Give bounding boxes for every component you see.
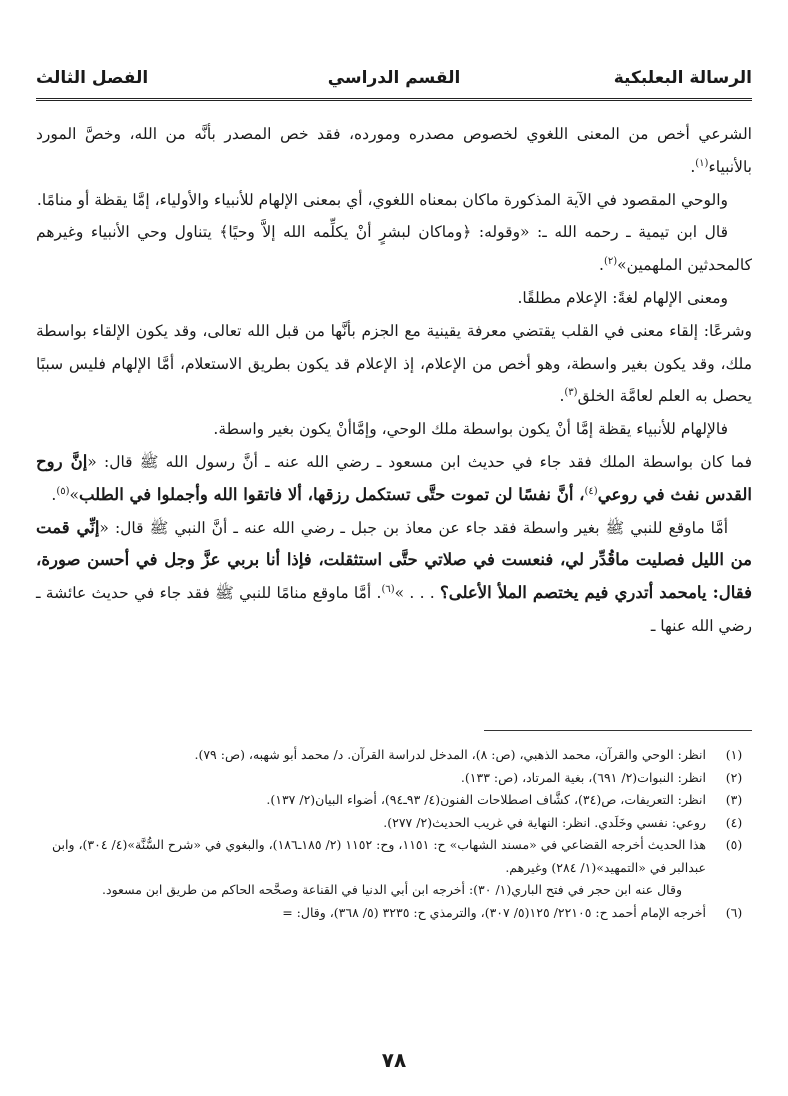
header-section-title: القسم الدراسي <box>327 68 461 88</box>
footnote-4: (٤) روعي: نفسي وخَلَدي. انظر: النهاية في غريب الحديث(٢/ ٢٧٧). <box>383 814 743 830</box>
footnote-3: (٣) انظر: التعريفات، ص(٣٤)، كشَّاف اصطلاحات الفنون(٤/ ٩٣ـ٩٤)، أضواء البيان(٢/ ١٣٧). <box>266 792 743 807</box>
page-number: ٧٨ <box>381 1048 407 1072</box>
paragraph-8: أمَّا ماوقع للنبي ﷺ بغير واسطة فقد جاء عن معاذ بن جبل ـ رضي الله عنه ـ أنَّ النبي ﷺ قال: «إنِّي قمت من الليل فصليت ماقُدِّر لي، فنعست في صلاتي حتَّى استثقلت، فإذا أنا بربي عزَّ وجل في أحسن صورة، فقال: يامحمد أتدري فيم يختصم الملأ الأعلى؟ . . . »$^{(٦)}$. أمَّا ماوقع منامًا للنبي ﷺ فقد جاء في حديث عائشة ـ رضي الله عنها ـ <box>36 517 752 635</box>
footnote-ref-1[interactable]: (١) <box>695 157 709 169</box>
paragraph-2: والوحي المقصود في الآية المذكورة ماكان بمعناه اللغوي، أي بمعنى الإلهام للأنبياء والأولياء، إمَّا يقظة أو منامًا. <box>36 190 728 209</box>
paragraph-5: وشرعًا: إلقاء معنى في القلب يقتضي معرفة يقينية مع الجزم بأنَّها من قبل الله تعالى، وقد يكون الإلقاء بواسطة ملك، وقد يكون بغير واسطة، وهو أخص من الإعلام، إذ الإعلام قد يكون بطريق الاستعلام، أمَّا الإلهام فليس سببًا يحصل به العلم لعامَّة الخلق$^{(٣)}$. <box>36 321 752 406</box>
header-double-rule <box>36 98 752 101</box>
paragraph-7: فما كان بواسطة الملك فقد جاء في حديث ابن مسعود ـ رضي الله عنه ـ أنَّ رسول الله ﷺ قال: «إنَّ روح القدس نفث في روعي$^{(٤)}$، أنَّ نفسًا لن تموت حتَّى تستكمل رزقها، ألا فاتقوا الله وأجملوا في الطلب»$^{(٥)}$. <box>36 451 752 504</box>
footnote-ref-2[interactable]: (٢) <box>603 256 618 268</box>
paragraph-3: قال ابن تيمية ـ رحمه الله ـ: «وقوله: ﴿وماكان لبشرٍ أنْ يكلِّمه الله إلاَّ وحيًا﴾ يتناول وحي الأنبياء وغيرهم كالمحدثين الملهمين»$^{(٢)}$. <box>36 223 752 275</box>
footnote-1: (١) انظر: الوحي والقرآن، محمد الذهبي، (ص: ٨)، المدخل لدراسة القرآن. د/ محمد أبو شهبه، (ص: ٧٩). <box>194 747 743 762</box>
footnote-5: (٥) هذا الحديث أخرجه القضاعي في «مسند الشهاب» ح: ١١٥١، وح: ١١٥٢ (٢/ ١٨٥ـ١٨٦)، والبغوي في «شرح السُّنَّة»(٤/ ٣٠٤)، وابن عبدالبر في «التمهيد»(١/ ٢٨٤) وغيرهم. <box>52 837 743 875</box>
paragraph-1: الشرعي أخص من المعنى اللغوي لخصوص مصدره ومورده، فقد خص المصدر بأنَّه من الله، وخصَّ المورد بالأنبياء$^{(١)}$. <box>36 125 752 176</box>
header-chapter-title: الفصل الثالث <box>36 68 149 88</box>
hadith-text-3: إنِّي قمت من الليل فصليت ماقُدِّر لي، فنعست في صلاتي حتَّى استثقلت، فإذا أنا بربي عزَّ وجل في أحسن صورة، فقال: يامحمد أتدري فيم يختصم الملأ الأعلى؟ <box>36 517 752 603</box>
running-header <box>36 68 752 96</box>
footnotes <box>36 744 752 924</box>
footnote-6: (٦) أخرجه الإمام أحمد ح: ٢٢١٠٥/ ١٢٥(٥/ ٣٠٧)، والترمذي ح: ٣٢٣٥ (٥/ ٣٦٨)، وقال: = <box>282 904 743 920</box>
hadith-text-1: إنَّ روح القدس نفث في روعي <box>36 451 752 504</box>
footnote-ref-6[interactable]: (٦) <box>381 584 395 595</box>
paragraph-6: فالإلهام للأنبياء يقظة إمَّا أنْ يكون بواسطة ملك الوحي، وإمَّاأنْ يكون بغير واسطة. <box>213 420 728 439</box>
hadith-text-2: ، أنَّ نفسًا لن تموت حتَّى تستكمل رزقها، ألا فاتقوا الله وأجملوا في الطلب <box>78 484 585 504</box>
header-book-title: الرسالة البعلبكية <box>613 68 752 88</box>
footnote-5-continued: وقال عنه ابن حجر في فتح الباري(١/ ٣٠): أخرجه ابن أبي الدنيا في القناعة وصحَّحه الحاكم من طريق ابن مسعود. <box>102 882 682 897</box>
footnote-ref-4[interactable]: (٤) <box>584 485 598 497</box>
paragraph-4: ومعنى الإلهام لغةً: الإعلام مطلقًا. <box>517 288 728 307</box>
footnote-ref-3[interactable]: (٣) <box>564 387 578 399</box>
footnote-2: (٢) انظر: النبوات(٢/ ٦٩١)، بغية المرتاد، (ص: ١٣٣). <box>460 769 743 785</box>
footnote-ref-5[interactable]: (٥) <box>56 485 70 497</box>
footnote-separator <box>484 730 752 731</box>
main-text <box>36 118 752 643</box>
